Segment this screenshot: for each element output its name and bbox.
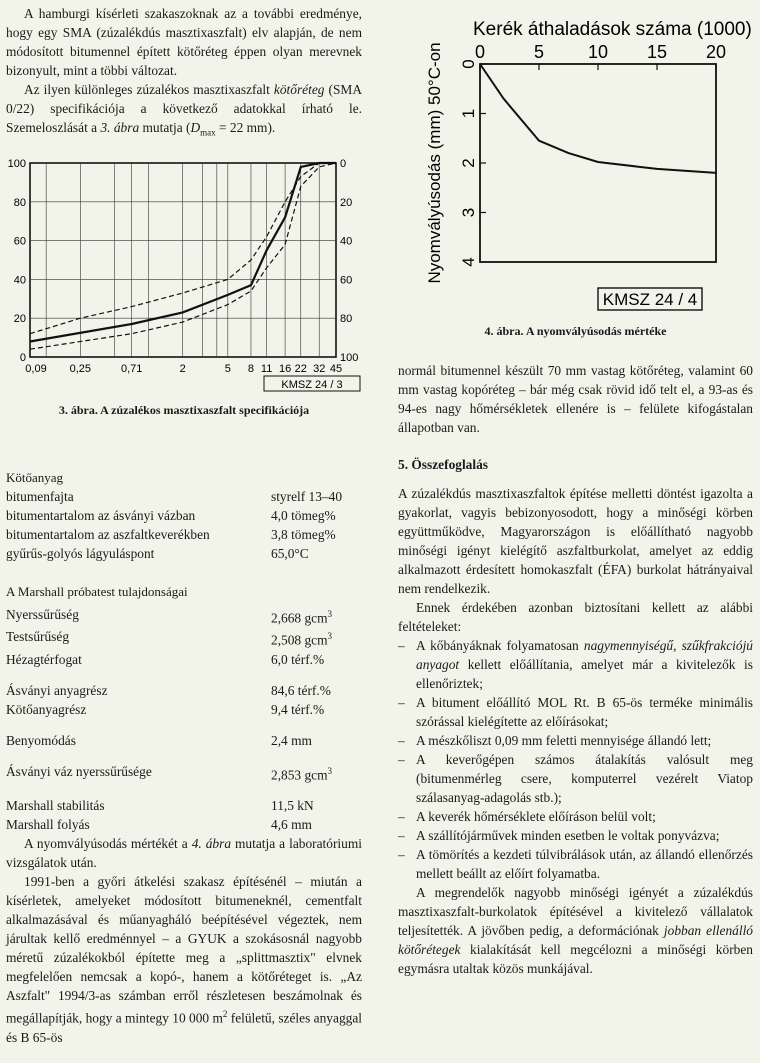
binder-table xyxy=(6,487,362,563)
text: A szállítójárművek minden esetben le voltak ponyvázva; xyxy=(416,828,720,843)
dmax-symbol: D xyxy=(190,120,201,135)
text: (SMA 0/22) specifikációja a következő adatokkal írható le. Szemeloszlását a xyxy=(6,82,362,135)
table-row xyxy=(6,525,362,544)
row-value xyxy=(271,605,362,627)
label-box-text: KMSZ 24 / 3 xyxy=(281,378,343,391)
text: kellett előállítania, amelyet már a kivitelezők is ellenőriztek; xyxy=(416,657,753,691)
table-row xyxy=(6,487,362,506)
row-key: Testsűrűség xyxy=(6,629,70,645)
value-sup: 3 xyxy=(327,765,333,776)
value-sup: 3 xyxy=(327,608,333,619)
dash: – xyxy=(398,828,405,843)
y-right-tick-label: 40 xyxy=(340,235,353,248)
text: A kőbányáknak folyamatosan xyxy=(416,638,584,653)
row-value xyxy=(271,650,362,669)
marshall-table-1 xyxy=(6,605,362,669)
list-item xyxy=(398,826,753,845)
text: A megrendelők nagyobb minőségi igényét a zúzalékdús masztixaszfalt-burkolatok építésével a kivitelező vállalatok teljesítették. A jövőben pedig, a deformációnak xyxy=(398,885,753,938)
row-value xyxy=(271,681,362,700)
y-left-tick-label: 40 xyxy=(13,274,26,287)
binder-title: Kötőanyag xyxy=(6,469,64,485)
rutting-chart xyxy=(398,0,753,318)
y-left-tick-label: 60 xyxy=(13,235,26,248)
dash: – xyxy=(398,695,405,710)
y-left-tick-label: 80 xyxy=(13,196,26,209)
row-value xyxy=(271,627,362,649)
row-key: Nyerssűrűség xyxy=(6,606,79,622)
x-tick-label: 0,09 xyxy=(25,362,47,375)
row-key: bitumentartalom az ásványi vázban xyxy=(6,507,196,523)
value-text: 2,508 gcm xyxy=(271,632,328,648)
value-text: 84,6 térf.% xyxy=(271,682,331,698)
text: A bitument előállító MOL Rt. B 65-ös terméke minimális szórással kielégítette az előírásokat; xyxy=(416,695,753,729)
sup: 2 xyxy=(222,1009,228,1020)
chart-title: Kerék áthaladások száma (1000) xyxy=(473,19,752,40)
y-tick-label: 3 xyxy=(459,207,478,218)
table-row xyxy=(6,731,362,750)
row-value xyxy=(271,487,362,506)
table-row xyxy=(6,796,362,815)
text-italic: jobban ellenálló kötőrétegek xyxy=(398,923,753,957)
text: 1991-ben a győri átkelési szakasz építésénél – miután a kísérletek, amelyeket módosított bitumeneknél, cementfalt alkalmazásával és műanyagháló beépítésével végeztek, nem járultak kellő eredménnyel – a GYUK a szokásosnál nagyobb méretű zúzalékokból építette meg a „splittmasztix" elvnek megfelelően nemcsak a kopó-, hanem a kötőréteget is. „Az Aszfalt" 1994/3-as számban erről részletesen beszámolnak és megállapítják, hogy a mintegy 10 000 m xyxy=(6,874,362,1026)
row-value xyxy=(271,506,362,525)
paragraph-normal: normál bitumennel készült 70 mm vastag kötőréteg, valamint 60 mm vastag kopóréteg – bár még csak rövid idő telt el, a 93-as és 94-es nagy hőmérsékletek ellenére is – felülete kifogástalan állapotban van. xyxy=(398,363,753,435)
list-item xyxy=(398,731,753,750)
text: mutatja a laboratóriumi vizsgálatok után. xyxy=(6,836,362,871)
x-tick-label: 16 xyxy=(278,362,292,375)
x-tick-label: 20 xyxy=(705,42,727,62)
y-right-tick-label: 100 xyxy=(340,351,359,364)
dash: – xyxy=(398,733,405,748)
left-column xyxy=(6,4,362,1047)
text: A keverék hőmérséklete előíráson belül volt; xyxy=(416,809,656,824)
row-key: gyűrűs-golyós lágyuláspont xyxy=(6,545,155,561)
marshall-table-2 xyxy=(6,681,362,719)
value-text: 65,0°C xyxy=(271,545,309,561)
paragraph-summary: A zúzalékdús masztixaszfaltok építése melletti döntést igazolta a gyakorlat, vagyis bebizonyosodott, hogy a minőségi körben együttműködve, Magyarországon is előállítható nagyobb minőségi igényt kielégítő aszfaltburkolat, amelyet az eddig alkalmazott érdesített homokaszfalt (ÉFA) burkolat hátrányaival nem rendelkezik. xyxy=(398,486,753,596)
row-value xyxy=(271,525,362,544)
dash: – xyxy=(398,752,405,767)
marshall-table-4 xyxy=(6,762,362,784)
text: Az ilyen különleges zúzalékos masztixaszfalt xyxy=(24,82,274,97)
x-tick-label: 2 xyxy=(179,362,186,375)
x-tick-label: 45 xyxy=(329,362,343,375)
value-text: 6,0 térf.% xyxy=(271,651,325,667)
row-key: Kötőanyagrész xyxy=(6,701,87,717)
table-row xyxy=(6,544,362,563)
y-right-tick-label: 20 xyxy=(340,196,353,209)
x-tick-label: 5 xyxy=(224,362,231,375)
x-tick-label: 5 xyxy=(533,42,545,62)
paragraph-conditions: Ennek érdekében azonban biztosítani kellett az alábbi feltételeket: xyxy=(398,600,753,634)
text: felületű, széles anyaggal és B 65-ös xyxy=(6,1010,362,1045)
x-tick-label: 0,25 xyxy=(69,362,92,375)
marshall-table-3 xyxy=(6,731,362,750)
y-right-tick-label: 0 xyxy=(340,157,347,170)
table-row xyxy=(6,700,362,719)
paragraph-gyor xyxy=(6,872,362,1046)
text: A tömörítés a kezdeti túlvibrálások után, az állandó ellenőrzés mellett beállt az előírt folyamatba. xyxy=(416,847,753,881)
x-tick-label: 15 xyxy=(646,42,668,62)
row-value xyxy=(271,544,362,563)
dash: – xyxy=(398,809,405,824)
value-text: 11,5 kN xyxy=(271,798,314,814)
dmax-subscript: max xyxy=(200,127,216,138)
y-right-tick-label: 60 xyxy=(340,274,353,287)
series-line-3 xyxy=(30,163,336,349)
text: A nyomvályúsodás mértékét a xyxy=(24,836,192,852)
row-key: Benyomódás xyxy=(6,732,76,748)
row-key: Ásványi váz nyerssűrűsége xyxy=(6,763,152,779)
table-row xyxy=(6,605,362,627)
y-tick-label: 4 xyxy=(459,257,478,267)
value-text: 9,4 térf.% xyxy=(271,701,325,717)
marshall-table-5 xyxy=(6,796,362,834)
table-row xyxy=(6,627,362,649)
row-value xyxy=(271,762,362,784)
y-tick-label: 2 xyxy=(459,158,478,168)
y-tick-label: 0 xyxy=(459,59,478,69)
paragraph-spec xyxy=(6,80,362,143)
series-line-1 xyxy=(30,163,336,342)
x-tick-label: 22 xyxy=(294,362,307,375)
row-value: 2,4 mm xyxy=(271,732,312,748)
x-tick-label: 10 xyxy=(587,42,609,62)
row-key: Marshall stabilitás xyxy=(6,798,105,814)
paragraph-future xyxy=(398,883,753,978)
figure-3-caption: 3. ábra. A zúzalékos masztixaszfalt specifikációja xyxy=(58,402,310,417)
section-title: 5. Összefoglalás xyxy=(398,457,489,472)
row-key: bitumentartalom az aszfaltkeverékben xyxy=(6,526,210,542)
dash: – xyxy=(398,638,405,653)
list-item xyxy=(398,807,753,826)
value-text: 2,853 gcm xyxy=(271,767,328,783)
text-italic: nagymennyiségű, szűkfrakciójú anyagot xyxy=(416,638,754,672)
text: = 22 mm). xyxy=(215,120,276,135)
series-line xyxy=(480,64,716,173)
marshall-title: A Marshall próbatest tulajdonságai xyxy=(6,583,188,599)
table-row xyxy=(6,506,362,525)
text: A keverőgépen számos átalakítás valósult meg (bitumenmérleg csere, komputerrel vezérelt Viatop szálasanyag-adagolás stb.); xyxy=(416,752,753,805)
right-column xyxy=(398,0,753,978)
text: A mészkőliszt 0,09 mm feletti mennyisége állandó lett; xyxy=(416,733,712,748)
row-value xyxy=(271,815,362,834)
value-text: 4,0 tömeg% xyxy=(271,507,336,523)
row-key: Hézagtérfogat xyxy=(6,651,82,667)
table-row xyxy=(6,681,362,700)
list-item xyxy=(398,693,753,731)
paragraph-rutting xyxy=(6,834,362,872)
row-key: Marshall folyás xyxy=(6,817,90,833)
figure-4-caption: 4. ábra. A nyomvályúsodás mértéke xyxy=(484,324,667,338)
figure-ref: 3. ábra xyxy=(100,120,140,135)
text: kialakítását kell megcélozni a minőségi körben egymásra utaltak közös munkájával. xyxy=(398,942,753,976)
y-axis-label: Nyomvályúsodás (mm) 50°C-on xyxy=(425,42,444,284)
row-value xyxy=(271,700,362,719)
y-tick-label: 1 xyxy=(459,108,478,119)
table-row xyxy=(6,815,362,834)
table-row xyxy=(6,762,362,784)
row-value xyxy=(271,796,362,815)
y-left-tick-label: 20 xyxy=(13,312,26,325)
value-text: styrelf 13–40 xyxy=(271,488,343,504)
value-text: 4,6 mm xyxy=(271,817,312,833)
y-right-tick-label: 80 xyxy=(340,312,353,325)
grading-curve-chart xyxy=(6,157,362,397)
plot-frame xyxy=(30,163,336,357)
value-sup: 3 xyxy=(327,631,333,642)
y-left-tick-label: 100 xyxy=(7,157,26,170)
value-text: 2,668 gcm xyxy=(271,610,328,626)
row-key: bitumenfajta xyxy=(6,488,74,504)
y-left-tick-label: 0 xyxy=(19,351,26,364)
text-italic: kötőréteg xyxy=(273,82,325,97)
x-tick-label: 0 xyxy=(474,42,486,62)
row-key: Ásványi anyagrész xyxy=(6,682,108,698)
x-tick-label: 11 xyxy=(260,362,273,375)
list-item xyxy=(398,636,753,693)
paragraph-hamburg: A hamburgi kísérleti szakaszoknak az a további eredménye, hogy egy SMA (zúzalékdús masztixaszfalt) elv alapján, de nem módosított bitumennel épített kötőréteg éppen olyan merevnek bizonyult, mint a többi változat. xyxy=(6,6,362,78)
x-tick-label: 0,71 xyxy=(120,362,143,375)
x-tick-label: 32 xyxy=(313,362,326,375)
label-box-text: KMSZ 24 / 4 xyxy=(602,290,698,309)
x-tick-label: 8 xyxy=(247,362,255,375)
series-line-2 xyxy=(30,163,336,334)
list-item xyxy=(398,845,753,883)
list-item xyxy=(398,750,753,807)
figure-ref: 4. ábra xyxy=(191,836,232,852)
table-row xyxy=(6,650,362,669)
dash: – xyxy=(398,847,405,862)
value-text: 3,8 tömeg% xyxy=(271,526,336,542)
text: mutatja ( xyxy=(139,120,191,135)
